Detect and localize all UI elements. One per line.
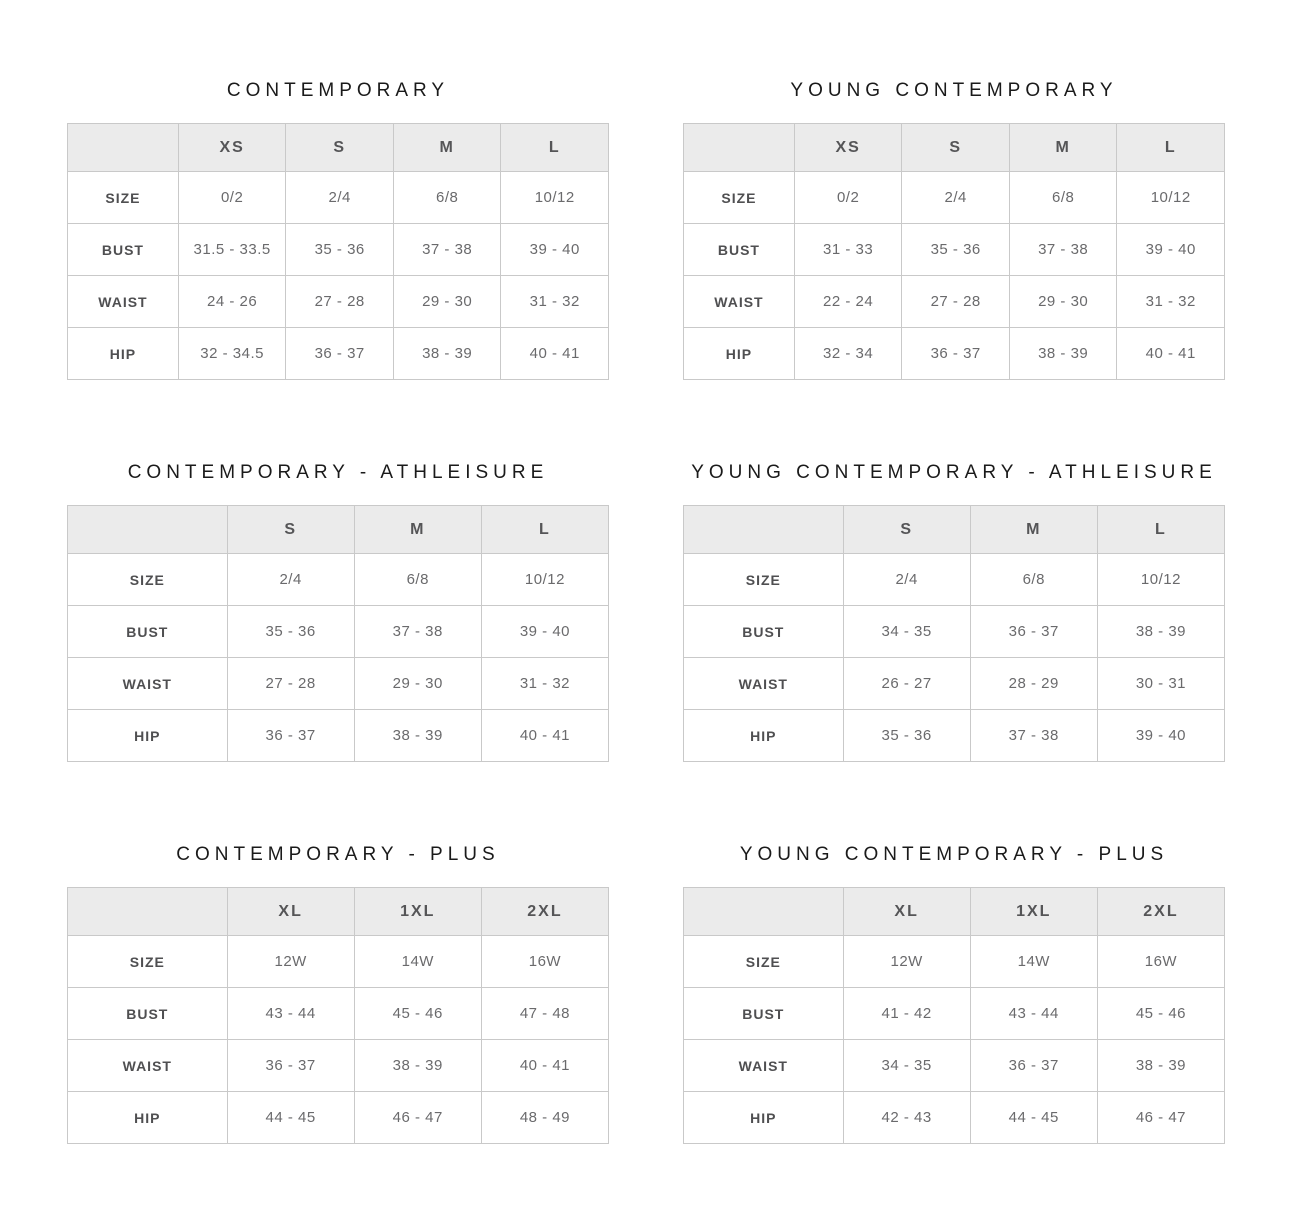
table-row <box>68 710 609 762</box>
size-chart-title: CONTEMPORARY - ATHLEISURE <box>127 462 549 483</box>
row-label: SIZE <box>68 936 228 988</box>
table-row <box>68 328 609 380</box>
size-value: 44 - 45 <box>227 1092 354 1144</box>
size-value: 16W <box>481 936 608 988</box>
size-value: 38 - 39 <box>1097 606 1224 658</box>
size-value: 29 - 30 <box>393 276 501 328</box>
size-value: 39 - 40 <box>1097 710 1224 762</box>
table-row <box>684 1040 1225 1092</box>
size-value: 36 - 37 <box>286 328 394 380</box>
size-chart-title: YOUNG CONTEMPORARY - ATHLEISURE <box>691 462 1217 483</box>
size-value: 10/12 <box>1097 554 1224 606</box>
size-value: 38 - 39 <box>1097 1040 1224 1092</box>
size-value: 2/4 <box>286 172 394 224</box>
corner-cell <box>68 888 228 936</box>
size-value: 6/8 <box>393 172 501 224</box>
header-row <box>68 506 609 554</box>
size-chart-title: YOUNG CONTEMPORARY - PLUS <box>739 844 1169 865</box>
size-value: 31 - 32 <box>1117 276 1225 328</box>
size-value: 31 - 32 <box>481 658 608 710</box>
table-row <box>68 172 609 224</box>
table-row <box>684 172 1225 224</box>
size-value: 26 - 27 <box>843 658 970 710</box>
size-value: 43 - 44 <box>970 988 1097 1040</box>
column-header: S <box>843 506 970 554</box>
table-row <box>684 224 1225 276</box>
row-label: HIP <box>684 1092 844 1144</box>
column-header: 2XL <box>1097 888 1224 936</box>
table-row <box>684 554 1225 606</box>
column-header: L <box>1097 506 1224 554</box>
size-value: 42 - 43 <box>843 1092 970 1144</box>
column-header: XL <box>227 888 354 936</box>
column-header: XS <box>794 124 902 172</box>
size-value: 2/4 <box>227 554 354 606</box>
row-label: BUST <box>68 224 179 276</box>
size-chart-section <box>67 462 609 762</box>
table-row <box>68 606 609 658</box>
size-value: 39 - 40 <box>481 606 608 658</box>
size-value: 31 - 33 <box>794 224 902 276</box>
header-row <box>684 506 1225 554</box>
size-value: 34 - 35 <box>843 606 970 658</box>
size-value: 2/4 <box>843 554 970 606</box>
size-value: 38 - 39 <box>354 710 481 762</box>
size-value: 37 - 38 <box>354 606 481 658</box>
size-value: 31 - 32 <box>501 276 609 328</box>
size-value: 35 - 36 <box>286 224 394 276</box>
row-label: BUST <box>68 606 228 658</box>
size-value: 10/12 <box>481 554 608 606</box>
size-value: 32 - 34 <box>794 328 902 380</box>
size-value: 40 - 41 <box>501 328 609 380</box>
size-value: 34 - 35 <box>843 1040 970 1092</box>
table-row <box>684 1092 1225 1144</box>
column-header: XL <box>843 888 970 936</box>
size-value: 36 - 37 <box>970 1040 1097 1092</box>
table-row <box>684 328 1225 380</box>
table-row <box>68 276 609 328</box>
size-value: 24 - 26 <box>178 276 286 328</box>
size-value: 2/4 <box>902 172 1010 224</box>
column-header: M <box>1009 124 1117 172</box>
size-chart-table <box>67 505 609 762</box>
row-label: HIP <box>68 1092 228 1144</box>
column-header: S <box>902 124 1010 172</box>
size-value: 38 - 39 <box>354 1040 481 1092</box>
row-label: WAIST <box>68 276 179 328</box>
column-header: L <box>501 124 609 172</box>
size-value: 14W <box>970 936 1097 988</box>
size-value: 39 - 40 <box>1117 224 1225 276</box>
size-value: 16W <box>1097 936 1224 988</box>
size-value: 45 - 46 <box>354 988 481 1040</box>
row-label: SIZE <box>684 554 844 606</box>
row-label: WAIST <box>684 1040 844 1092</box>
table-row <box>684 658 1225 710</box>
row-label: WAIST <box>684 658 844 710</box>
header-row <box>684 124 1225 172</box>
size-chart-section <box>683 80 1225 380</box>
size-value: 12W <box>843 936 970 988</box>
table-row <box>684 606 1225 658</box>
size-chart-table <box>683 123 1225 380</box>
size-value: 35 - 36 <box>843 710 970 762</box>
table-row <box>68 224 609 276</box>
size-chart-section <box>683 462 1225 762</box>
column-header: L <box>481 506 608 554</box>
size-value: 40 - 41 <box>1117 328 1225 380</box>
size-value: 41 - 42 <box>843 988 970 1040</box>
row-label: HIP <box>684 328 795 380</box>
row-label: WAIST <box>68 658 228 710</box>
row-label: WAIST <box>684 276 795 328</box>
size-value: 40 - 41 <box>481 710 608 762</box>
size-chart-title: YOUNG CONTEMPORARY <box>790 80 1118 101</box>
row-label: SIZE <box>68 172 179 224</box>
size-value: 22 - 24 <box>794 276 902 328</box>
row-label: HIP <box>68 710 228 762</box>
size-chart-title: CONTEMPORARY <box>226 80 450 101</box>
size-value: 45 - 46 <box>1097 988 1224 1040</box>
corner-cell <box>684 124 795 172</box>
row-label: WAIST <box>68 1040 228 1092</box>
row-label: BUST <box>684 988 844 1040</box>
size-value: 36 - 37 <box>902 328 1010 380</box>
column-header: S <box>286 124 394 172</box>
size-value: 27 - 28 <box>286 276 394 328</box>
size-chart-table <box>67 123 609 380</box>
size-value: 38 - 39 <box>1009 328 1117 380</box>
table-row <box>68 658 609 710</box>
size-value: 39 - 40 <box>501 224 609 276</box>
size-value: 10/12 <box>501 172 609 224</box>
row-label: BUST <box>684 606 844 658</box>
table-row <box>684 988 1225 1040</box>
size-value: 37 - 38 <box>393 224 501 276</box>
size-value: 6/8 <box>354 554 481 606</box>
size-value: 40 - 41 <box>481 1040 608 1092</box>
size-value: 10/12 <box>1117 172 1225 224</box>
size-value: 29 - 30 <box>354 658 481 710</box>
size-value: 14W <box>354 936 481 988</box>
corner-cell <box>684 506 844 554</box>
row-label: BUST <box>68 988 228 1040</box>
column-header: XS <box>178 124 286 172</box>
size-value: 35 - 36 <box>227 606 354 658</box>
size-value: 38 - 39 <box>393 328 501 380</box>
size-value: 35 - 36 <box>902 224 1010 276</box>
size-value: 36 - 37 <box>227 1040 354 1092</box>
column-header: S <box>227 506 354 554</box>
size-chart-section <box>67 844 609 1144</box>
size-chart-table <box>683 887 1225 1144</box>
size-chart-section <box>67 80 609 380</box>
size-value: 0/2 <box>178 172 286 224</box>
row-label: SIZE <box>684 172 795 224</box>
table-row <box>68 1040 609 1092</box>
size-value: 30 - 31 <box>1097 658 1224 710</box>
column-header: 1XL <box>354 888 481 936</box>
corner-cell <box>68 506 228 554</box>
header-row <box>68 888 609 936</box>
table-row <box>68 554 609 606</box>
size-value: 48 - 49 <box>481 1092 608 1144</box>
table-row <box>684 710 1225 762</box>
column-header: 2XL <box>481 888 608 936</box>
table-row <box>68 988 609 1040</box>
row-label: HIP <box>68 328 179 380</box>
size-chart-table <box>683 505 1225 762</box>
table-row <box>684 936 1225 988</box>
table-row <box>68 936 609 988</box>
size-value: 27 - 28 <box>902 276 1010 328</box>
header-row <box>684 888 1225 936</box>
row-label: SIZE <box>68 554 228 606</box>
column-header: M <box>393 124 501 172</box>
size-value: 28 - 29 <box>970 658 1097 710</box>
size-value: 31.5 - 33.5 <box>178 224 286 276</box>
size-value: 43 - 44 <box>227 988 354 1040</box>
column-header: M <box>970 506 1097 554</box>
size-chart-title: CONTEMPORARY - PLUS <box>176 844 500 865</box>
size-value: 12W <box>227 936 354 988</box>
header-row <box>68 124 609 172</box>
row-label: BUST <box>684 224 795 276</box>
size-value: 46 - 47 <box>1097 1092 1224 1144</box>
size-value: 32 - 34.5 <box>178 328 286 380</box>
column-header: 1XL <box>970 888 1097 936</box>
column-header: L <box>1117 124 1225 172</box>
size-chart-table <box>67 887 609 1144</box>
size-value: 46 - 47 <box>354 1092 481 1144</box>
size-value: 27 - 28 <box>227 658 354 710</box>
table-row <box>68 1092 609 1144</box>
size-value: 36 - 37 <box>227 710 354 762</box>
size-value: 44 - 45 <box>970 1092 1097 1144</box>
size-value: 37 - 38 <box>1009 224 1117 276</box>
size-chart-section <box>683 844 1225 1144</box>
size-value: 6/8 <box>970 554 1097 606</box>
row-label: SIZE <box>684 936 844 988</box>
column-header: M <box>354 506 481 554</box>
size-value: 29 - 30 <box>1009 276 1117 328</box>
size-value: 47 - 48 <box>481 988 608 1040</box>
corner-cell <box>68 124 179 172</box>
table-row <box>684 276 1225 328</box>
size-value: 0/2 <box>794 172 902 224</box>
size-charts-grid <box>67 80 1225 1144</box>
size-value: 37 - 38 <box>970 710 1097 762</box>
row-label: HIP <box>684 710 844 762</box>
size-value: 36 - 37 <box>970 606 1097 658</box>
corner-cell <box>684 888 844 936</box>
size-value: 6/8 <box>1009 172 1117 224</box>
